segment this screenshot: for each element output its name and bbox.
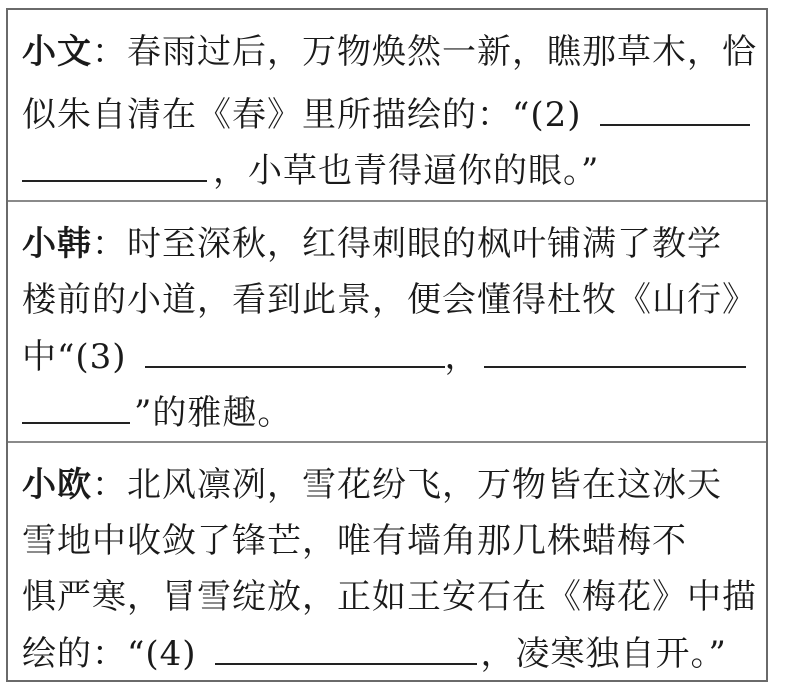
entry-line bbox=[22, 577, 757, 617]
answer-blank-3a[interactable] bbox=[145, 336, 445, 368]
entry-line bbox=[22, 633, 727, 674]
line-text: 惧严寒，冒雪绽放，正如王安石在《梅花》中描 bbox=[22, 577, 757, 617]
entry-line bbox=[22, 32, 757, 72]
answer-blank-4[interactable] bbox=[215, 633, 477, 665]
entry-line bbox=[22, 336, 746, 377]
line-text: ：北风凛冽，雪花纷飞，万物皆在这冰天 bbox=[92, 465, 722, 505]
speaker-name: 小韩 bbox=[22, 224, 92, 264]
line-text: ，小草也青得逼你的眼。” bbox=[213, 151, 600, 191]
answer-blank-2b[interactable] bbox=[22, 150, 207, 182]
line-text: ：春雨过后，万物焕然一新，瞧那草木，恰 bbox=[92, 32, 757, 72]
answer-blank-3b[interactable] bbox=[484, 336, 746, 368]
speaker-name: 小文 bbox=[22, 32, 92, 72]
entry-line bbox=[22, 94, 750, 135]
entry-line bbox=[22, 465, 722, 505]
entry-line bbox=[22, 280, 757, 320]
line-text: 楼前的小道，看到此景，便会懂得杜牧《山行》 bbox=[22, 280, 757, 320]
line-text: 似朱自清在《春》里所描绘的：“(2) bbox=[22, 95, 582, 135]
line-text: ”的雅趣。 bbox=[134, 393, 293, 433]
line-text: ：时至深秋，红得刺眼的枫叶铺满了教学 bbox=[92, 224, 722, 264]
entry-xiaowen bbox=[8, 10, 766, 200]
entry-line bbox=[22, 521, 687, 561]
poem-fill-in-table bbox=[6, 8, 768, 682]
line-text: ，凌寒独自开。” bbox=[480, 634, 727, 674]
line-text: ， bbox=[444, 337, 480, 377]
entry-xiaoou bbox=[8, 441, 766, 682]
line-text: 中“(3) bbox=[22, 337, 127, 377]
line-text: 绘的：“(4) bbox=[22, 634, 197, 674]
speaker-name: 小欧 bbox=[22, 465, 92, 505]
entry-line bbox=[22, 392, 292, 433]
line-text: 雪地中收敛了锋芒，唯有墙角那几株蜡梅不 bbox=[22, 521, 687, 561]
entry-xiaohan bbox=[8, 200, 766, 441]
entry-line bbox=[22, 224, 722, 264]
answer-blank-3c[interactable] bbox=[22, 392, 130, 424]
entry-line bbox=[22, 150, 599, 191]
answer-blank-2a[interactable] bbox=[600, 94, 750, 126]
